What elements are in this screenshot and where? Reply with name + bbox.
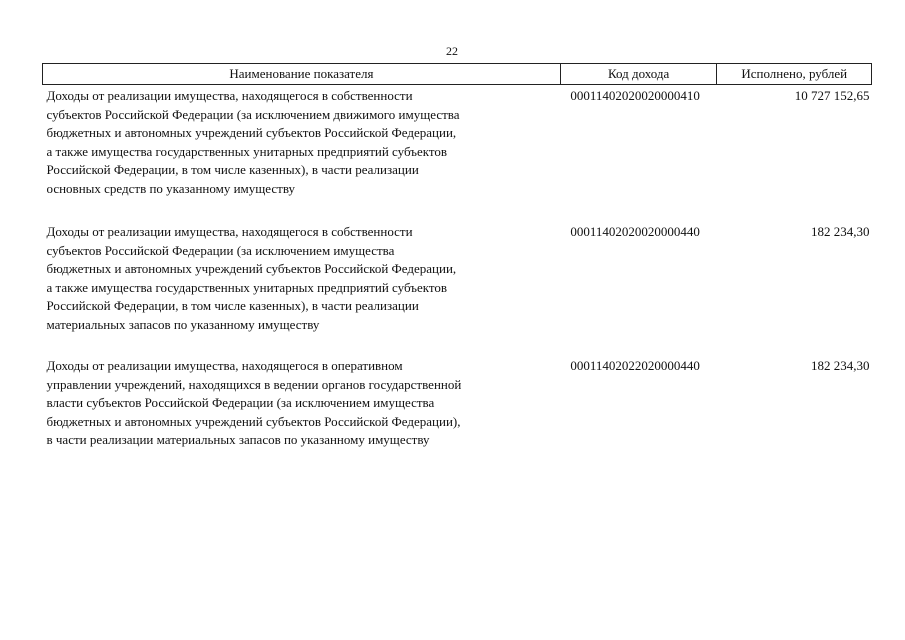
table-row (43, 357, 872, 457)
indicator-name-line: Доходы от реализации имущества, находящегося в оперативном (46, 358, 403, 373)
indicator-name-line: управлении учреждений, находящихся в ведении органов государственной (46, 376, 462, 392)
indicator-name-line: а также имущества государственных унитарных предприятий субъектов (46, 279, 448, 295)
header-revenue-code: Код дохода (560, 64, 717, 85)
page-number: 22 (446, 44, 458, 58)
indicator-name-line: основных средств по указанному имуществу (46, 180, 296, 196)
indicator-name-line: бюджетных и автономных учреждений субъектов Российской Федерации, (46, 125, 457, 141)
table-row (43, 223, 872, 357)
indicator-name-cell (43, 85, 561, 224)
executed-sum-cell: 10 727 152,65 (794, 88, 870, 103)
indicator-name-cell (43, 357, 561, 457)
header-executed-sum: Исполнено, рублей (717, 64, 872, 85)
table-row (43, 85, 872, 224)
header-indicator-name: Наименование показателя (43, 64, 561, 85)
indicator-name-line: Российской Федерации, в том числе казенных), в части реализации (46, 162, 419, 178)
revenue-code-cell: 00011402020020000440 (570, 224, 700, 239)
indicator-name-line: субъектов Российской Федерации (за исключением движимого имущества (46, 106, 460, 122)
revenue-code-cell: 00011402020020000410 (570, 88, 700, 103)
indicator-name-line: власти субъектов Российской Федерации (за исключением имущества (46, 395, 435, 411)
revenue-code-cell: 00011402022020000440 (570, 358, 700, 373)
executed-sum-cell: 182 234,30 (811, 224, 870, 239)
indicator-name-line: Российской Федерации, в том числе казенных), в части реализации (46, 298, 419, 314)
indicator-name-line: субъектов Российской Федерации (за исключением имущества (46, 242, 395, 258)
indicator-name-line: в части реализации материальных запасов по указанному имуществу (46, 432, 430, 448)
revenue-table (42, 63, 872, 457)
indicator-name-line: а также имущества государственных унитарных предприятий субъектов (46, 143, 448, 159)
indicator-name-line: Доходы от реализации имущества, находящегося в собственности (46, 224, 413, 239)
table-header-row (43, 64, 872, 85)
indicator-name-line: бюджетных и автономных учреждений субъектов Российской Федерации, (46, 261, 457, 277)
indicator-name-line: бюджетных и автономных учреждений субъектов Российской Федерации), (46, 413, 461, 429)
indicator-name-cell (43, 223, 561, 357)
indicator-name-line: Доходы от реализации имущества, находящегося в собственности (46, 88, 413, 103)
executed-sum-cell: 182 234,30 (811, 358, 870, 373)
indicator-name-line: материальных запасов по указанному имуществу (46, 316, 320, 332)
